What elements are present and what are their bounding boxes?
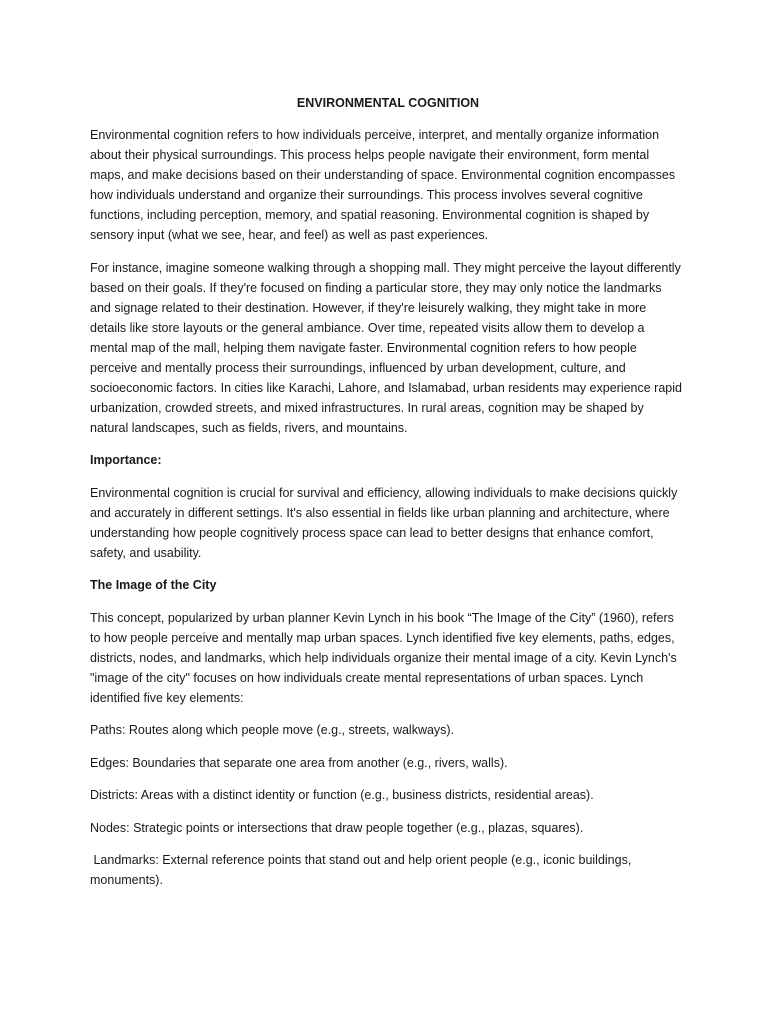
element-districts: Districts: Areas with a distinct identity or function (e.g., business districts, residential areas).: [90, 788, 594, 802]
element-edges: Edges: Boundaries that separate one area from another (e.g., rivers, walls).: [90, 755, 508, 770]
element-paths: Paths: Routes along which people move (e.g., streets, walkways).: [90, 723, 455, 737]
element-nodes: Nodes: Strategic points or intersections that draw people together (e.g., plazas, squares).: [90, 820, 584, 835]
importance-paragraph: Environmental cognition is crucial for survival and efficiency, allowing individuals to make decisions quickly and accurately in different settings. It's also essential in fields like urban planning and architecture, where understanding how people cognitively process space can lead to better designs that enhance comfort, safety, and usability.: [90, 485, 678, 560]
intro-paragraph-1: Environmental cognition refers to how individuals perceive, interpret, and mentally organize information about their physical surroundings. This process helps people navigate their environment, form mental maps, and make decisions based on their understanding of space. Environmental cognition encompasses how individuals understand and organize their surroundings. This process involves several cognitive functions, including perception, memory, and spatial reasoning. Environmental cognition is shaped by sensory input (what we see, hear, and feel) as well as past experiences.: [90, 128, 676, 242]
document-title: ENVIRONMENTAL COGNITION: [296, 96, 480, 110]
document-page: [90, 93, 682, 903]
importance-heading: Importance:: [90, 453, 162, 467]
element-landmarks: Landmarks: External reference points that stand out and help orient people (e.g., iconic buildings, monuments).: [90, 853, 635, 887]
city-heading: The Image of the City: [90, 578, 217, 592]
city-paragraph: This concept, popularized by urban planner Kevin Lynch in his book “The Image of the City” (1960), refers to how people perceive and mentally map urban spaces. Lynch identified five key elements, paths, edges, districts, nodes, and landmarks, which help individuals organize their mental image of a city. Kevin Lynch's "image of the city" focuses on how individuals create mental representations of urban spaces. Lynch identified five key elements:: [90, 610, 677, 705]
intro-paragraph-2: For instance, imagine someone walking through a shopping mall. They might perceive the layout differently based on their goals. If they're focused on finding a particular store, they may only notice the landmarks and signage related to their destination. However, if they're leisurely walking, they might take in more details like store layouts or the general ambiance. Over time, repeated visits allow them to develop a mental map of the mall, helping them navigate faster. Environmental cognition refers to how people perceive and mentally process their surroundings, influenced by urban development, culture, and socioeconomic factors. In cities like Karachi, Lahore, and Islamabad, urban residents may experience rapid urbanization, crowded streets, and mixed infrastructures. In rural areas, cognition may be shaped by natural landscapes, such as fields, rivers, and mountains.: [90, 260, 682, 435]
